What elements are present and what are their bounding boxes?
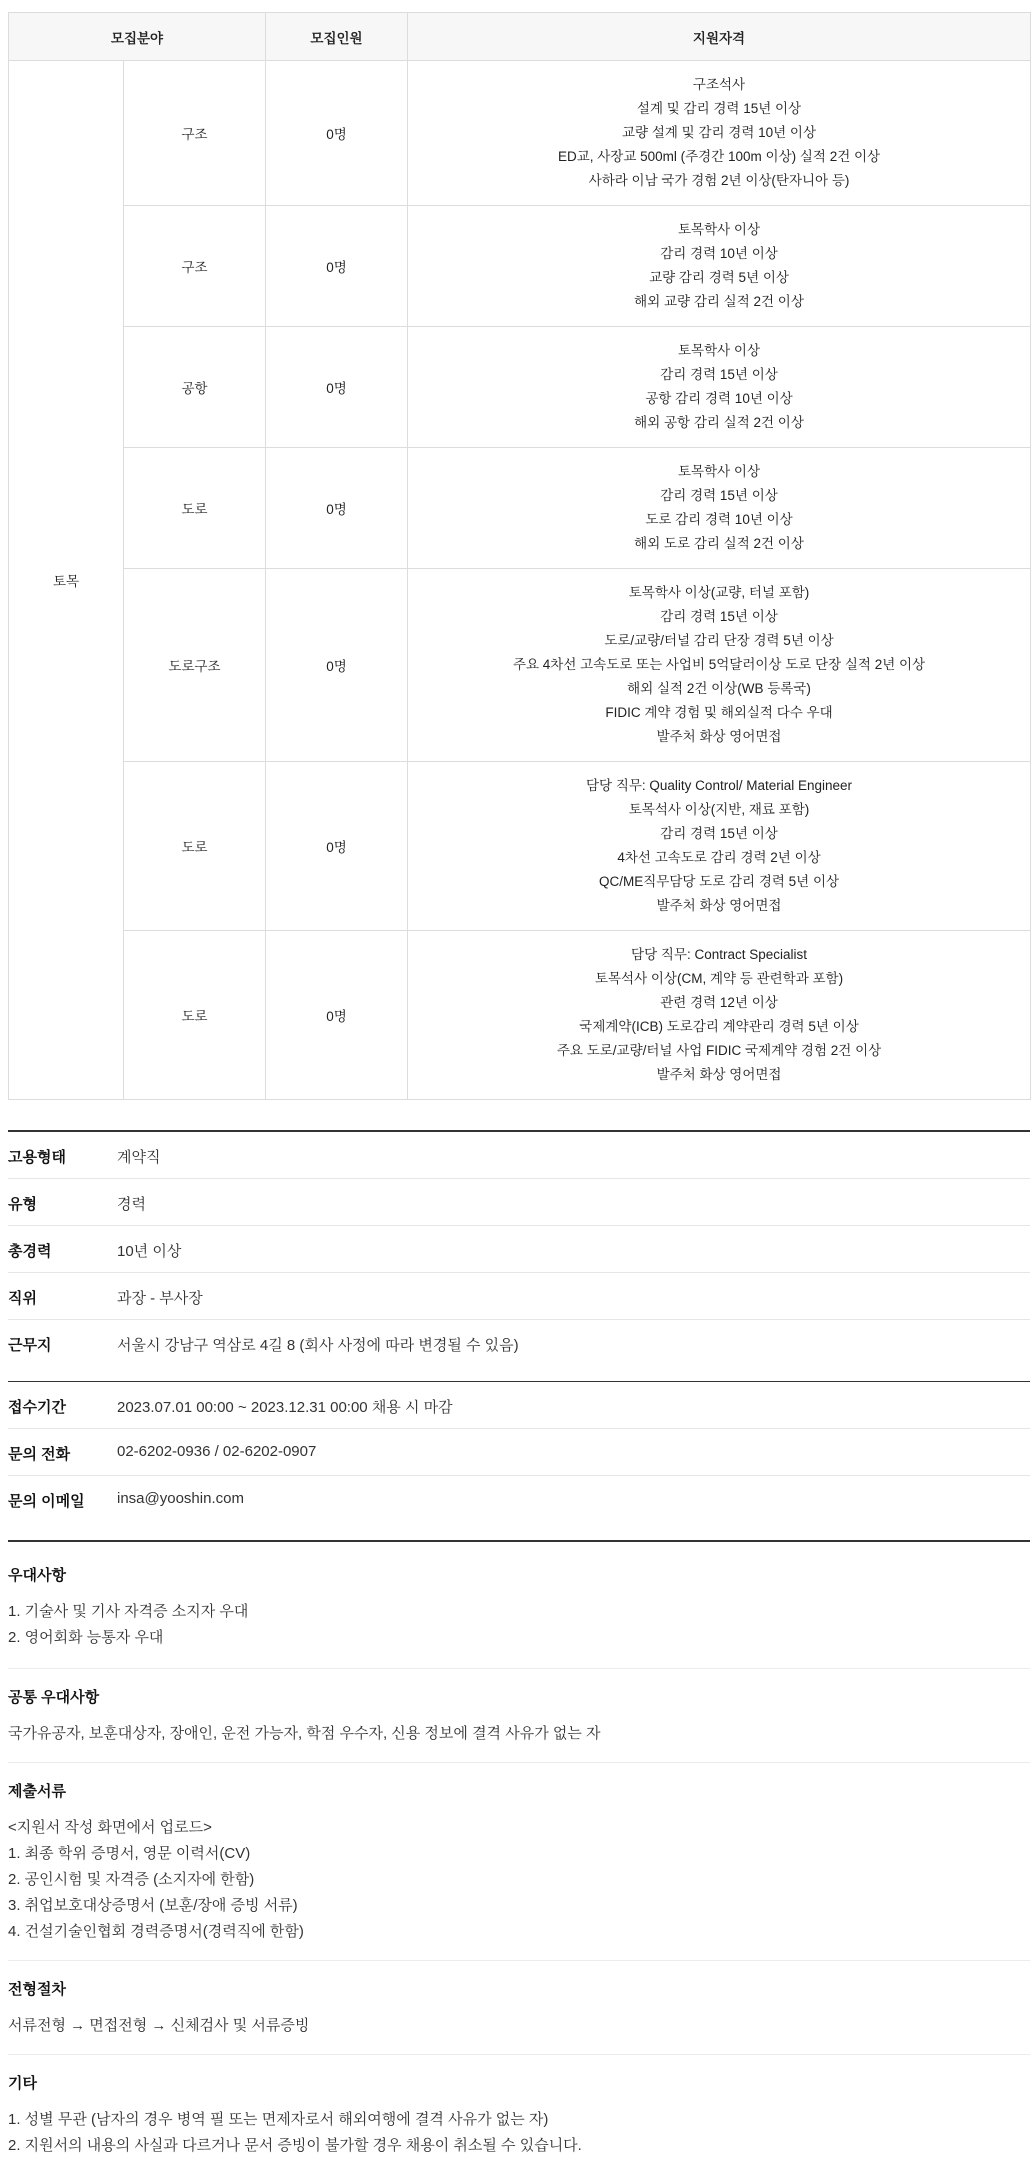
section-divider: [8, 1762, 1030, 1763]
section-line: 2. 공인시험 및 자격증 (소지자에 한함): [8, 1871, 255, 1888]
subfield-cell: 구조: [124, 206, 266, 327]
qualification-line: 공항 감리 경력 10년 이상: [645, 391, 793, 406]
qualification-line: 주요 도로/교량/터널 사업 FIDIC 국제계약 경험 2건 이상: [556, 1043, 882, 1058]
info-value: 계약직: [117, 1149, 161, 1166]
info-value: 서울시 강남구 역삼로 4길 8 (회사 사정에 따라 변경될 수 있음): [117, 1337, 519, 1354]
qualification-line: 담당 직무: Contract Specialist: [631, 947, 807, 962]
section-divider: [8, 2054, 1030, 2055]
section-title: 공통 우대사항: [8, 1689, 100, 1706]
qualification-line: 발주처 화상 영어면접: [656, 898, 782, 913]
qualification-line: 발주처 화상 영어면접: [656, 729, 782, 744]
qualification-line: 감리 경력 15년 이상: [660, 367, 778, 382]
qualification-line: 사하라 이남 국가 경험 2년 이상(탄자니아 등): [588, 173, 850, 188]
etc-section: [8, 2072, 1030, 2159]
count-cell: 0명: [266, 206, 408, 327]
common-preference-section: [8, 1686, 1030, 1747]
info-row: [8, 1273, 1030, 1320]
info-row: [8, 1320, 1030, 1366]
section-body: [8, 1721, 1030, 1747]
section-divider: [8, 1960, 1030, 1961]
table-header-row: [9, 13, 1031, 61]
qualification-line: 설계 및 감리 경력 15년 이상: [636, 101, 802, 116]
table-row: [9, 206, 1031, 327]
section-body: [8, 2013, 1030, 2039]
header-field: 모집분야: [9, 13, 266, 61]
info-label: 고용형태: [8, 1149, 66, 1166]
info-row: [8, 1476, 1030, 1522]
info-label: 유형: [8, 1196, 37, 1213]
section-title: 우대사항: [8, 1567, 66, 1584]
table-row: [9, 569, 1031, 762]
recruitment-table: [8, 12, 1031, 1100]
subfield-cell: 공항: [124, 327, 266, 448]
qualification-line: 감리 경력 10년 이상: [660, 246, 778, 261]
section-line: <지원서 작성 화면에서 업로드>: [8, 1819, 212, 1836]
table-row: [9, 931, 1031, 1100]
qualification-line: 해외 실적 2건 이상(WB 등록국): [627, 681, 811, 696]
info-value: 02-6202-0936 / 02-6202-0907: [117, 1443, 317, 1460]
section-body: [8, 1599, 1030, 1651]
count-cell: 0명: [266, 327, 408, 448]
qualification-line: 토목석사 이상(지반, 재료 포함): [628, 802, 810, 817]
qualification-line: QC/ME직무담당 도로 감리 경력 5년 이상: [598, 874, 840, 889]
count-cell: 0명: [266, 61, 408, 206]
qualification-line: 교량 설계 및 감리 경력 10년 이상: [622, 125, 817, 140]
recruitment-table-wrapper: [8, 12, 1030, 1100]
section-line: 2. 영어회화 능통자 우대: [8, 1629, 164, 1646]
qualification-line: 도로/교량/터널 감리 단장 경력 5년 이상: [604, 633, 834, 648]
section-line: 서류전형 → 면접전형 → 신체검사 및 서류증빙: [8, 2017, 310, 2034]
info-row: [8, 1382, 1030, 1429]
info-row: [8, 1179, 1030, 1226]
qualifications-cell: [408, 327, 1031, 448]
employment-info: [8, 1130, 1030, 1366]
qualification-line: 도로 감리 경력 10년 이상: [645, 512, 793, 527]
info-label: 총경력: [8, 1243, 52, 1260]
info-row: [8, 1132, 1030, 1179]
info-value: 2023.07.01 00:00 ~ 2023.12.31 00:00 채용 시 마감: [117, 1399, 453, 1416]
contact-info: [8, 1381, 1030, 1522]
subfield-cell: 도로: [124, 931, 266, 1100]
qualification-line: 감리 경력 15년 이상: [660, 609, 778, 624]
qualification-line: 국제계약(ICB) 도로감리 계약관리 경력 5년 이상: [579, 1019, 859, 1034]
subfield-cell: 구조: [124, 61, 266, 206]
qualification-line: FIDIC 계약 경험 및 해외실적 다수 우대: [605, 705, 833, 720]
subfield-cell: 도로: [124, 762, 266, 931]
qualification-line: 토목석사 이상(CM, 계약 등 관련학과 포함): [594, 971, 844, 986]
info-label: 문의 이메일: [8, 1493, 85, 1510]
table-row: [9, 327, 1031, 448]
section-divider: [8, 1668, 1030, 1669]
qualification-line: 해외 교량 감리 실적 2건 이상: [634, 294, 804, 309]
qualification-line: ED교, 사장교 500ml (주경간 100m 이상) 실적 2건 이상: [557, 149, 881, 164]
documents-section: [8, 1780, 1030, 1945]
contact-email[interactable]: insa@yooshin.com: [117, 1490, 244, 1507]
section-line: 1. 성별 무관 (남자의 경우 병역 필 또는 면제자로서 해외여행에 결격 사유가 없는 자): [8, 2111, 549, 2128]
qualification-line: 주요 4차선 고속도로 또는 사업비 5억달러이상 도로 단장 실적 2년 이상: [512, 657, 926, 672]
qualification-line: 교량 감리 경력 5년 이상: [649, 270, 789, 285]
info-row: [8, 1226, 1030, 1273]
qualification-line: 감리 경력 15년 이상: [660, 826, 778, 841]
field-cell: 토목: [9, 61, 124, 1100]
qualification-line: 토목학사 이상: [678, 464, 761, 479]
subfield-cell: 도로: [124, 448, 266, 569]
section-body: [8, 2107, 1030, 2159]
info-value: 10년 이상: [117, 1243, 182, 1260]
section-line: 1. 기술사 및 기사 자격증 소지자 우대: [8, 1603, 249, 1620]
info-row: [8, 1429, 1030, 1476]
process-section: [8, 1978, 1030, 2039]
info-label: 문의 전화: [8, 1446, 71, 1463]
subfield-cell: 도로구조: [124, 569, 266, 762]
section-title: 전형절차: [8, 1981, 66, 1998]
table-row: [9, 762, 1031, 931]
preference-section: [8, 1564, 1030, 1651]
qualification-line: 감리 경력 15년 이상: [660, 488, 778, 503]
qualifications-cell: [408, 762, 1031, 931]
info-value: 과장 - 부사장: [117, 1290, 203, 1307]
qualification-line: 토목학사 이상: [678, 343, 761, 358]
count-cell: 0명: [266, 762, 408, 931]
count-cell: 0명: [266, 448, 408, 569]
qualification-line: 관련 경력 12년 이상: [660, 995, 778, 1010]
qualification-line: 해외 공항 감리 실적 2건 이상: [634, 415, 804, 430]
table-row: [9, 61, 1031, 206]
qualification-line: 담당 직무: Quality Control/ Material Engineer: [586, 778, 853, 793]
table-row: [9, 448, 1031, 569]
info-label: 접수기간: [8, 1399, 66, 1416]
section-line: 2. 지원서의 내용의 사실과 다르거나 문서 증빙이 불가할 경우 채용이 취소될 수 있습니다.: [8, 2137, 582, 2154]
qualifications-cell: [408, 931, 1031, 1100]
count-cell: 0명: [266, 931, 408, 1100]
section-divider: [8, 1540, 1030, 1542]
qualification-line: 발주처 화상 영어면접: [656, 1067, 782, 1082]
header-qualifications: 지원자격: [408, 13, 1031, 61]
section-body: [8, 1815, 1030, 1945]
qualification-line: 해외 도로 감리 실적 2건 이상: [634, 536, 804, 551]
qualifications-cell: [408, 61, 1031, 206]
info-value: 경력: [117, 1196, 146, 1213]
qualifications-cell: [408, 448, 1031, 569]
header-count: 모집인원: [266, 13, 408, 61]
qualification-line: 토목학사 이상: [678, 222, 761, 237]
count-cell: 0명: [266, 569, 408, 762]
qualifications-cell: [408, 206, 1031, 327]
section-title: 기타: [8, 2075, 37, 2092]
qualification-line: 구조석사: [692, 77, 746, 92]
section-line: 1. 최종 학위 증명서, 영문 이력서(CV): [8, 1845, 251, 1862]
section-line: 국가유공자, 보훈대상자, 장애인, 운전 가능자, 학점 우수자, 신용 정보에 결격 사유가 없는 자: [8, 1725, 601, 1742]
qualification-line: 4차선 고속도로 감리 경력 2년 이상: [617, 850, 821, 865]
section-title: 제출서류: [8, 1783, 66, 1800]
info-label: 근무지: [8, 1337, 52, 1354]
qualification-line: 토목학사 이상(교량, 터널 포함): [628, 585, 810, 600]
section-line: 3. 취업보호대상증명서 (보훈/장애 증빙 서류): [8, 1897, 298, 1914]
qualifications-cell: [408, 569, 1031, 762]
section-line: 4. 건설기술인협회 경력증명서(경력직에 한함): [8, 1923, 304, 1940]
info-label: 직위: [8, 1290, 37, 1307]
